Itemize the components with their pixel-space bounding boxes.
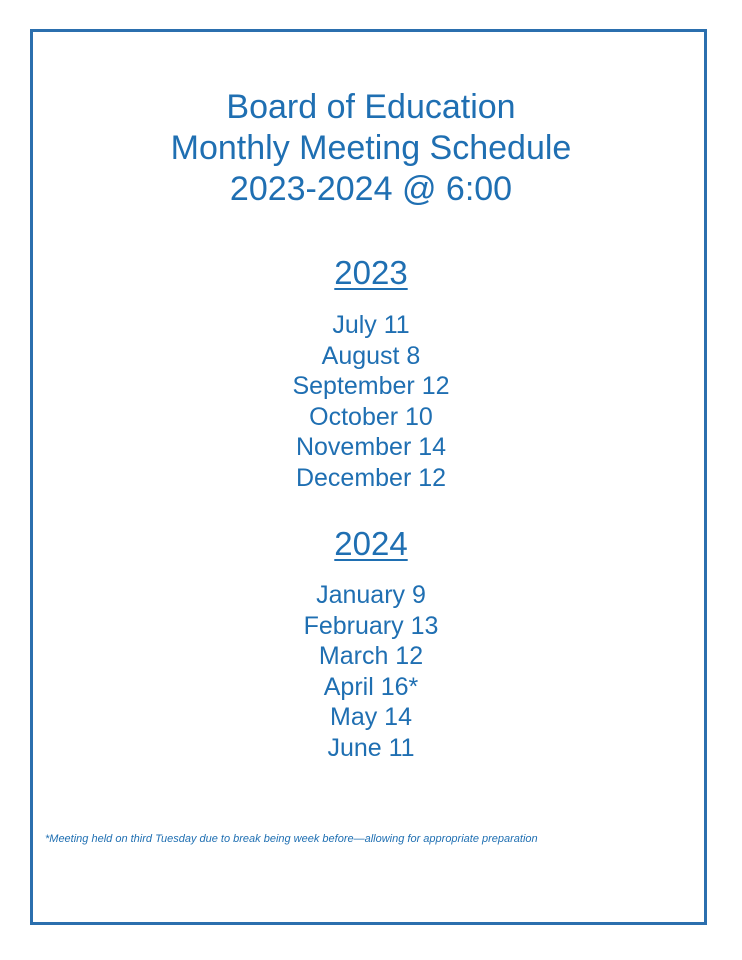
meeting-date: March 12 xyxy=(318,642,424,671)
meeting-date: November 14 xyxy=(295,433,447,462)
year-heading-2024: 2024 xyxy=(334,525,408,562)
title-line-board: Board of Education xyxy=(226,88,516,126)
page-title xyxy=(0,87,742,210)
meeting-date: July 11 xyxy=(332,311,410,339)
meeting-date: October 10 xyxy=(309,402,433,431)
meeting-date: August 8 xyxy=(321,341,421,370)
title-line-years-time: 2023-2024 @ 6:00 xyxy=(229,170,513,208)
meeting-dates-2024 xyxy=(0,580,742,764)
meeting-date: December 12 xyxy=(295,463,447,492)
year-heading-2023: 2023 xyxy=(334,254,408,291)
meeting-date: May 14 xyxy=(330,703,412,732)
meeting-date: January 9 xyxy=(316,581,426,609)
meeting-date: February 13 xyxy=(303,611,439,640)
meeting-date: June 11 xyxy=(327,733,415,762)
title-line-schedule: Monthly Meeting Schedule xyxy=(170,129,572,167)
meeting-date: April 16* xyxy=(323,672,419,701)
meeting-dates-2023 xyxy=(0,310,742,494)
footnote: *Meeting held on third Tuesday due to break being week before—allowing for appropriate preparation xyxy=(45,833,538,845)
meeting-date: September 12 xyxy=(292,372,450,401)
